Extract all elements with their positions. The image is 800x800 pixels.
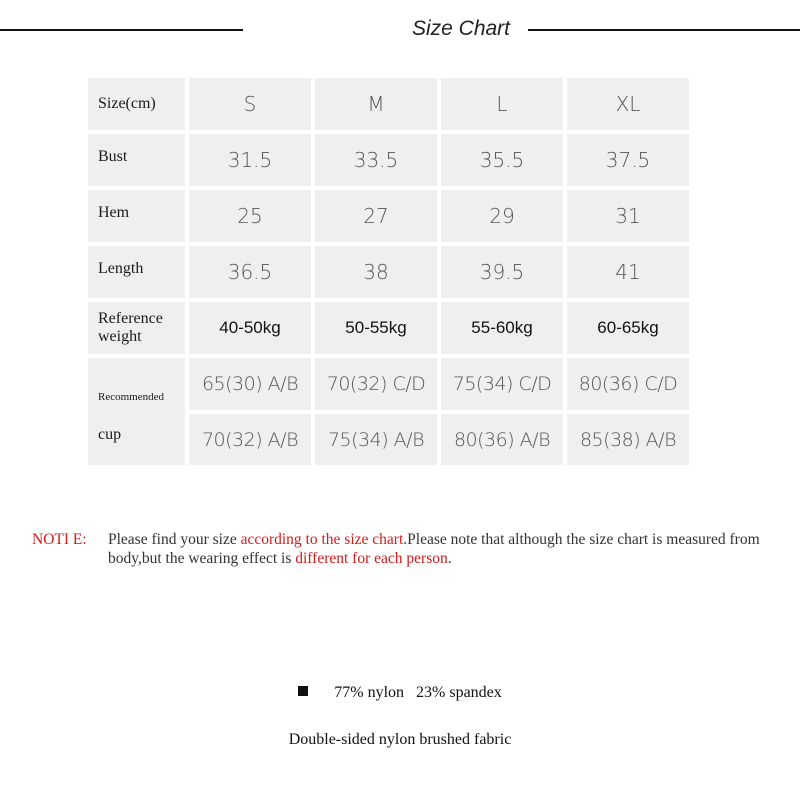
table-row — [88, 246, 689, 298]
header-label-cell: Size(cm) — [88, 78, 185, 130]
cup-label-line2: cup — [98, 425, 122, 443]
notice-highlight-2: different for each person — [295, 550, 448, 567]
table-cell: 41 — [567, 246, 689, 298]
table-cell: 31.5 — [189, 134, 311, 186]
size-header-l: L — [441, 78, 563, 130]
table-cell: 29 — [441, 190, 563, 242]
table-cell: 75(34) A/B — [315, 414, 437, 465]
size-table — [84, 74, 693, 469]
table-cell: 80(36) A/B — [441, 414, 563, 465]
weight-label-line2: weight — [98, 328, 142, 345]
cup-label-line1: Recommended — [98, 390, 164, 403]
table-cell: 85(38) A/B — [567, 414, 689, 465]
fabric-composition-row — [0, 684, 800, 702]
table-cell: 36.5 — [189, 246, 311, 298]
table-cell: 37.5 — [567, 134, 689, 186]
notice-text-2: .Please note that although the size chart is measured from body,but the wearing effect is — [108, 531, 760, 567]
row-label-weight — [88, 302, 185, 354]
notice-highlight-1: according to the size chart — [240, 531, 404, 548]
notice-body — [108, 530, 772, 568]
page-title: Size Chart — [411, 17, 511, 40]
table-cell: 27 — [315, 190, 437, 242]
row-label-bust: Bust — [88, 134, 185, 186]
row-label-cup — [88, 358, 185, 465]
table-cell: 50-55kg — [315, 302, 437, 354]
table-cell: 75(34) C/D — [441, 358, 563, 410]
table-row-cup-1 — [88, 358, 689, 410]
table-cell: 65(30) A/B — [189, 358, 311, 410]
notice-text-1: Please find your size — [108, 531, 241, 548]
weight-label-line1: Reference — [98, 310, 163, 327]
notice-text-3: . — [447, 550, 452, 567]
table-cell: 39.5 — [441, 246, 563, 298]
table-cell: 25 — [189, 190, 311, 242]
table-cell: 80(36) C/D — [567, 358, 689, 410]
table-cell: 55-60kg — [441, 302, 563, 354]
table-cell: 31 — [567, 190, 689, 242]
table-cell: 60-65kg — [567, 302, 689, 354]
size-chart-header — [0, 14, 800, 48]
table-cell: 35.5 — [441, 134, 563, 186]
table-row — [88, 134, 689, 186]
table-row-weight — [88, 302, 689, 354]
table-cell: 70(32) A/B — [189, 414, 311, 465]
fabric-composition: 77% nylon 23% spandex — [334, 684, 502, 701]
table-cell: 40-50kg — [189, 302, 311, 354]
row-label-hem: Hem — [88, 190, 185, 242]
size-header-xl: XL — [567, 78, 689, 130]
table-row — [88, 190, 689, 242]
table-cell: 70(32) C/D — [315, 358, 437, 410]
table-cell: 33.5 — [315, 134, 437, 186]
notice-prefix: NOTI E: — [32, 531, 87, 548]
size-header-m: M — [315, 78, 437, 130]
size-notice — [32, 530, 772, 568]
fabric-description: Double-sided nylon brushed fabric — [288, 731, 512, 748]
table-cell: 38 — [315, 246, 437, 298]
row-label-length: Length — [88, 246, 185, 298]
size-header-s: S — [189, 78, 311, 130]
square-bullet-icon — [298, 686, 308, 696]
table-header-row — [88, 78, 689, 130]
title-divider-right — [528, 29, 800, 31]
